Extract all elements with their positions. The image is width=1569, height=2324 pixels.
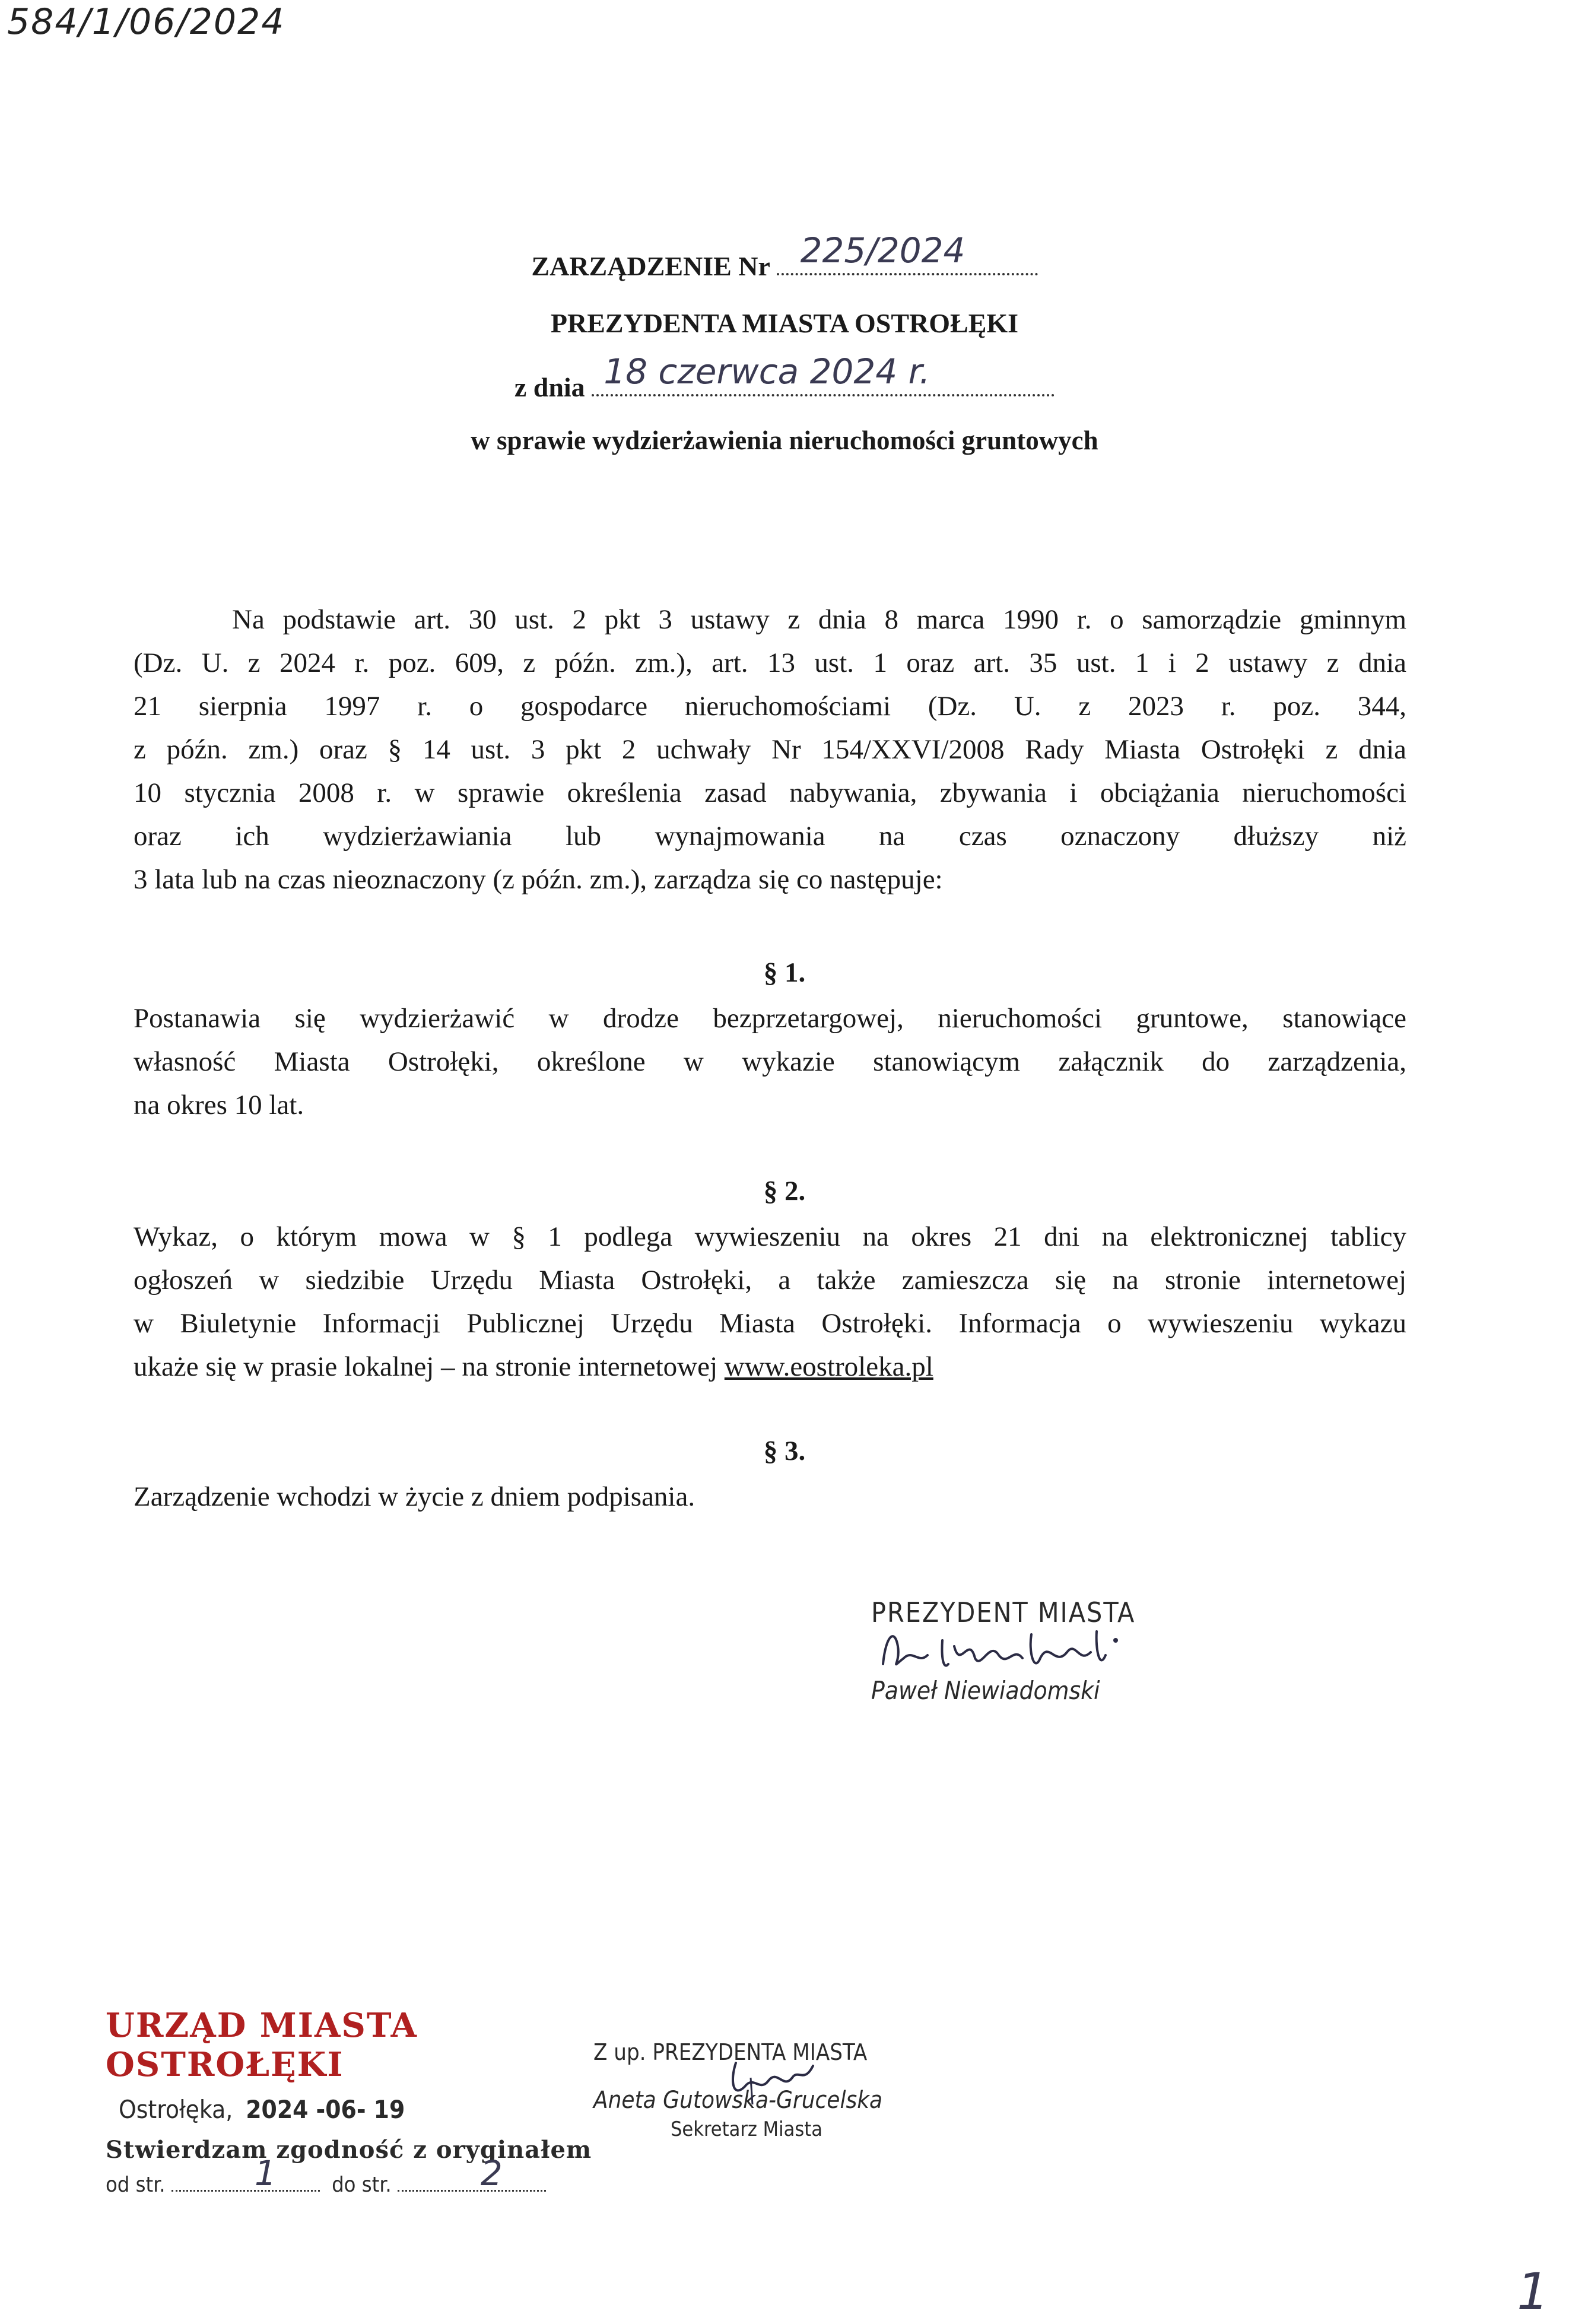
preamble <box>134 598 1406 901</box>
to-page-label: do str. <box>332 2173 392 2197</box>
stamp-city: Ostrołęka, <box>119 2095 233 2124</box>
deputy-name: Aneta Gutowska-Grucelska <box>593 2087 883 2114</box>
from-page-value: 1 <box>254 2153 277 2193</box>
preamble-line: (Dz. U. z 2024 r. poz. 609, z późn. zm.), art. 13 ust. 1 oraz art. 35 ust. 1 i 2 ustawy z dnia <box>134 647 1406 678</box>
section-1-text <box>134 997 1406 1127</box>
website-link[interactable]: www.eostroleka.pl <box>724 1351 933 1382</box>
preamble-line: 3 lata lub na czas nieoznaczony (z późn. zm.), zarządza się co następuje: <box>134 864 943 895</box>
section-2-text <box>134 1215 1406 1389</box>
preamble-line: 21 sierpnia 1997 r. o gospodarce nieruchomościami (Dz. U. z 2023 r. poz. 344, <box>134 691 1406 722</box>
section-line: w Biuletynie Informacji Publicznej Urzędu Miasta Ostrołęki. Informacja o wywieszeniu wykazu <box>134 1308 1406 1339</box>
title-prefix: ZARZĄDZENIE Nr <box>531 251 770 281</box>
deputy-authorization: Z up. PREZYDENTA MIASTA <box>593 2039 868 2065</box>
preamble-line: z późn. zm.) oraz § 14 ust. 3 pkt 2 uchwały Nr 154/XXVI/2008 Rady Miasta Ostrołęki z dnia <box>134 734 1406 765</box>
section-line: na okres 10 lat. <box>134 1090 304 1120</box>
section-line-text: ukaże się w prasie lokalnej – na stronie internetowej <box>134 1351 718 1382</box>
date-line <box>0 351 1569 403</box>
stamp-date: 2024 -06- 19 <box>246 2095 405 2124</box>
section-line: ogłoszeń w siedzibie Urzędu Miasta Ostrołęki, a także zamieszcza się na stronie internetowej <box>134 1265 1406 1296</box>
preamble-line: oraz ich wydzierżawiania lub wynajmowania na czas oznaczony dłuższy niż <box>134 821 1406 852</box>
section-line <box>134 1345 1406 1389</box>
to-page-value: 2 <box>480 2153 503 2193</box>
signature-title: PREZYDENT MIASTA <box>871 1596 1136 1628</box>
from-page-field <box>171 2153 320 2193</box>
page-number: 1 <box>1517 2262 1549 2322</box>
preamble-line: Na podstawie art. 30 ust. 2 pkt 3 ustawy z dnia 8 marca 1990 r. o samorządzie gminnym <box>232 604 1406 635</box>
page-range <box>106 2153 616 2197</box>
issuer-heading: PREZYDENTA MIASTA OSTROŁĘKI <box>550 308 1019 338</box>
to-page-field <box>398 2153 546 2193</box>
document-title <box>0 230 1569 282</box>
stamp-city-date <box>119 2095 616 2124</box>
date-field <box>592 351 1055 396</box>
deputy-stamp <box>593 2039 973 2141</box>
office-stamp-title: URZĄD MIASTA OSTROŁĘKI <box>106 2006 418 2084</box>
date-handwritten: 18 czerwca 2024 r. <box>604 351 930 392</box>
registration-number: 584/1/06/2024 <box>7 1 285 43</box>
signature-block <box>871 1596 1203 1705</box>
preamble-line: 10 stycznia 2008 r. w sprawie określenia zasad nabywania, zbywania i obciążania nieruchomości <box>134 777 1406 808</box>
section-line: Postanawia się wydzierżawić w drodze bezprzetargowej, nieruchomości gruntowe, stanowiące <box>134 1003 1406 1034</box>
section-1-mark: § 1. <box>763 957 806 988</box>
subject-heading: w sprawie wydzierżawienia nieruchomości gruntowych <box>471 426 1098 455</box>
signatory-name: Paweł Niewiadomski <box>871 1676 1100 1705</box>
section-line: Wykaz, o którym mowa w § 1 podlega wywieszeniu na okres 21 dni na elektronicznej tablicy <box>134 1221 1406 1252</box>
from-page-label: od str. <box>106 2173 166 2197</box>
deputy-signature <box>718 2057 837 2104</box>
section-line: Zarządzenie wchodzi w życie z dniem podpisania. <box>134 1481 695 1512</box>
section-line: własność Miasta Ostrołęki, określone w wykazie stanowiącym załącznik do zarządzenia, <box>134 1046 1406 1077</box>
deputy-role: Sekretarz Miasta <box>671 2117 822 2141</box>
section-3-mark: § 3. <box>763 1436 806 1466</box>
date-prefix: z dnia <box>514 372 585 402</box>
ordinance-number-field <box>777 230 1038 275</box>
ordinance-number-handwritten: 225/2024 <box>800 230 965 271</box>
handwritten-signature <box>871 1623 1203 1676</box>
section-3-text <box>134 1475 1406 1519</box>
office-stamp <box>106 2006 616 2197</box>
certification-text: Stwierdzam zgodność z oryginałem <box>106 2136 592 2164</box>
section-2-mark: § 2. <box>763 1176 806 1207</box>
